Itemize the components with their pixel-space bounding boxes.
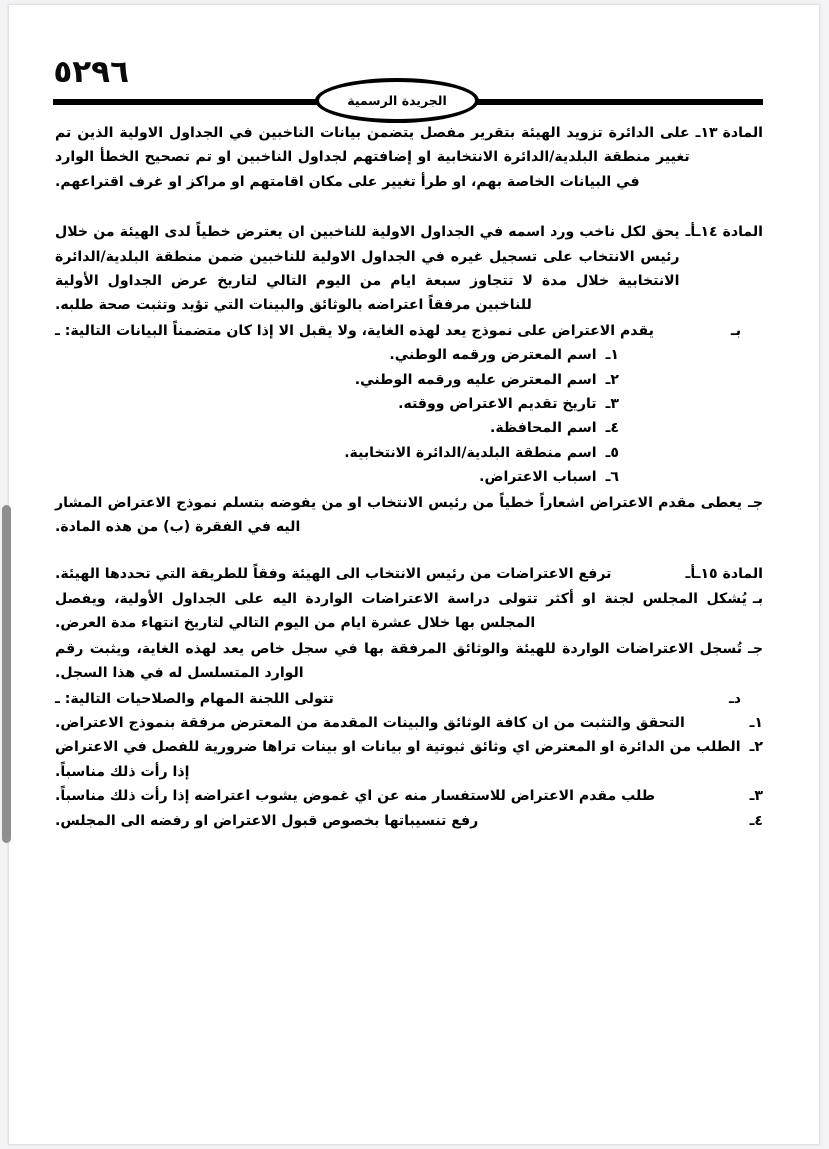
list-item-marker: ٣ـ [605,396,619,413]
article-14-text-c: يعطى مقدم الاعتراض اشعاراً خطياً من رئيس الانتخاب او من يفوضه بتسلم نموذج الاعتراض المشار اليه في الفقرة (ب) من هذه المادة. [55,494,743,536]
list-item-marker: ٢ـ [749,739,763,756]
article-14-paragraph-c [55,491,763,540]
article-15-text-b: يُشكل المجلس لجنة او أكثر تتولى دراسة الاعتراضات الواردة اليه على الجداول الأولية، ويفصل المجلس بها خلال عشرة ايام من اليوم التالي لتاريخ انتهاء مدة العرض. [55,590,747,632]
list-item-text: الطلب من الدائرة او المعترض اي وثائق ثبوتية او بيانات او بينات تراها ضرورية للفصل في الاعتراض إذا رأت ذلك مناسباً. [55,739,741,780]
list-item [55,735,763,784]
list-item [55,809,763,833]
list-item-text: تاريخ تقديم الاعتراض ووقته. [398,396,597,413]
article-15-marker-d: دـ [728,690,741,707]
vertical-scrollbar-thumb[interactable] [2,505,11,843]
list-item-marker: ٢ـ [605,371,619,388]
list-item-text: اسم منطقة البلدية/الدائرة الانتخابية. [344,444,597,461]
gazette-seal [315,78,479,123]
list-item [55,711,763,735]
article-13-text: على الدائرة تزويد الهيئة بتقرير مفصل يتضمن بيانات الناخبين في الجداول الاولية الذين تم تغيير منطقة البلدية/الدائرة الانتخابية او إضافتهم لجداول الناخبين او تم تصحيح الخطأ الوارد في البيانات الخاصة بهم، او طرأ تغيير على مكان اقامتهم او مراكز او غرف اقتراعهم. [55,125,690,190]
list-item-text: اسم المعترض عليه ورقمه الوطني. [354,371,597,388]
list-item-text: اسم المعترض ورقمه الوطني. [389,347,597,364]
article-14-paragraph-a [55,220,763,318]
list-item [55,441,763,465]
document-body [55,121,763,837]
page-masthead [9,5,819,117]
article-15-paragraph-b [55,587,763,636]
article-15-paragraph-d [55,687,763,711]
list-item-text: رفع تنسيباتها بخصوص قبول الاعتراض او رفضه الى المجلس. [55,812,479,829]
list-item-marker: ١ـ [749,714,763,731]
document-page [8,4,820,1145]
article-15-marker-b: بـ [752,590,763,607]
article-15-paragraph-c [55,637,763,686]
vertical-scrollbar-track[interactable] [0,0,12,1149]
spacer [55,210,763,220]
article-13 [55,121,763,194]
article-15 [55,562,763,833]
article-14 [55,220,763,539]
page-number: ٥٢٩٦ [53,54,129,90]
article-14-list [55,343,763,489]
list-item-marker: ٤ـ [605,420,619,437]
gazette-seal-label: الجريدة الرسمية [347,93,447,108]
list-item [55,392,763,416]
article-15-paragraph-a [55,562,763,586]
list-item-marker: ٦ـ [605,469,619,486]
article-14-text-b: يقدم الاعتراض على نموذج يعد لهذه الغاية، ولا يقبل الا إذا كان متضمناً البيانات التالية: ـ [55,322,654,339]
article-14-marker-c: جـ [748,494,763,511]
list-item [55,343,763,367]
list-item-marker: ٥ـ [605,444,619,461]
list-item [55,416,763,440]
article-15-text-d: تتولى اللجنة المهام والصلاحيات التالية: ـ [55,690,334,707]
list-item [55,465,763,489]
article-15-marker-c: جـ [748,640,763,657]
article-15-list [55,711,763,833]
article-15-text-a: ترفع الاعتراضات من رئيس الانتخاب الى الهيئة وفقاً للطريقة التي تحددها الهيئة. [55,565,612,582]
list-item [55,784,763,808]
article-14-paragraph-b [55,319,763,343]
list-item-marker: ١ـ [605,347,619,364]
list-item-marker: ٤ـ [749,812,763,829]
list-item-text: اسباب الاعتراض. [479,469,597,486]
spacer [55,544,763,562]
list-item-text: طلب مقدم الاعتراض للاستفسار منه عن اي غموض يشوب اعتراضه إذا رأت ذلك مناسباً. [55,788,656,805]
article-15-text-c: تُسجل الاعتراضات الواردة للهيئة والوثائق المرفقة بها في سجل خاص يعد لهذه الغاية، ويثبت رقم الوارد المتسلسل له في هذا السجل. [55,640,743,682]
article-13-label: المادة ١٣ـ [695,125,763,141]
article-13-paragraph-a [55,121,763,194]
article-15-label: المادة ١٥ـأـ [685,565,763,582]
article-14-text-a: يحق لكل ناخب ورد اسمه في الجداول الاولية للناخبين ان يعترض خطياً لدى الهيئة من خلال رئيس الانتخاب على تسجيل غيره في الجداول الاولية للناخبين ضمن منطقة البلدية/الدائرة الانتخابية خلال مدة لا تتجاوز سبعة ايام من اليوم التالي لتاريخ عرض الجداول الأولية للناخبين مرفقاً اعتراضه بالوثائق والبينات التي تؤيد وتثبت صحة طلبه. [55,224,680,314]
article-14-marker-b: بـ [730,322,741,339]
masthead-rule [53,89,763,117]
list-item-text: اسم المحافظة. [490,420,597,437]
article-14-label: المادة ١٤ـأـ [685,224,763,241]
list-item-text: التحقق والتثبت من ان كافة الوثائق والبينات المقدمة من المعترض مرفقة بنموذج الاعتراض. [55,714,685,731]
list-item [55,368,763,392]
list-item-marker: ٣ـ [749,788,763,805]
